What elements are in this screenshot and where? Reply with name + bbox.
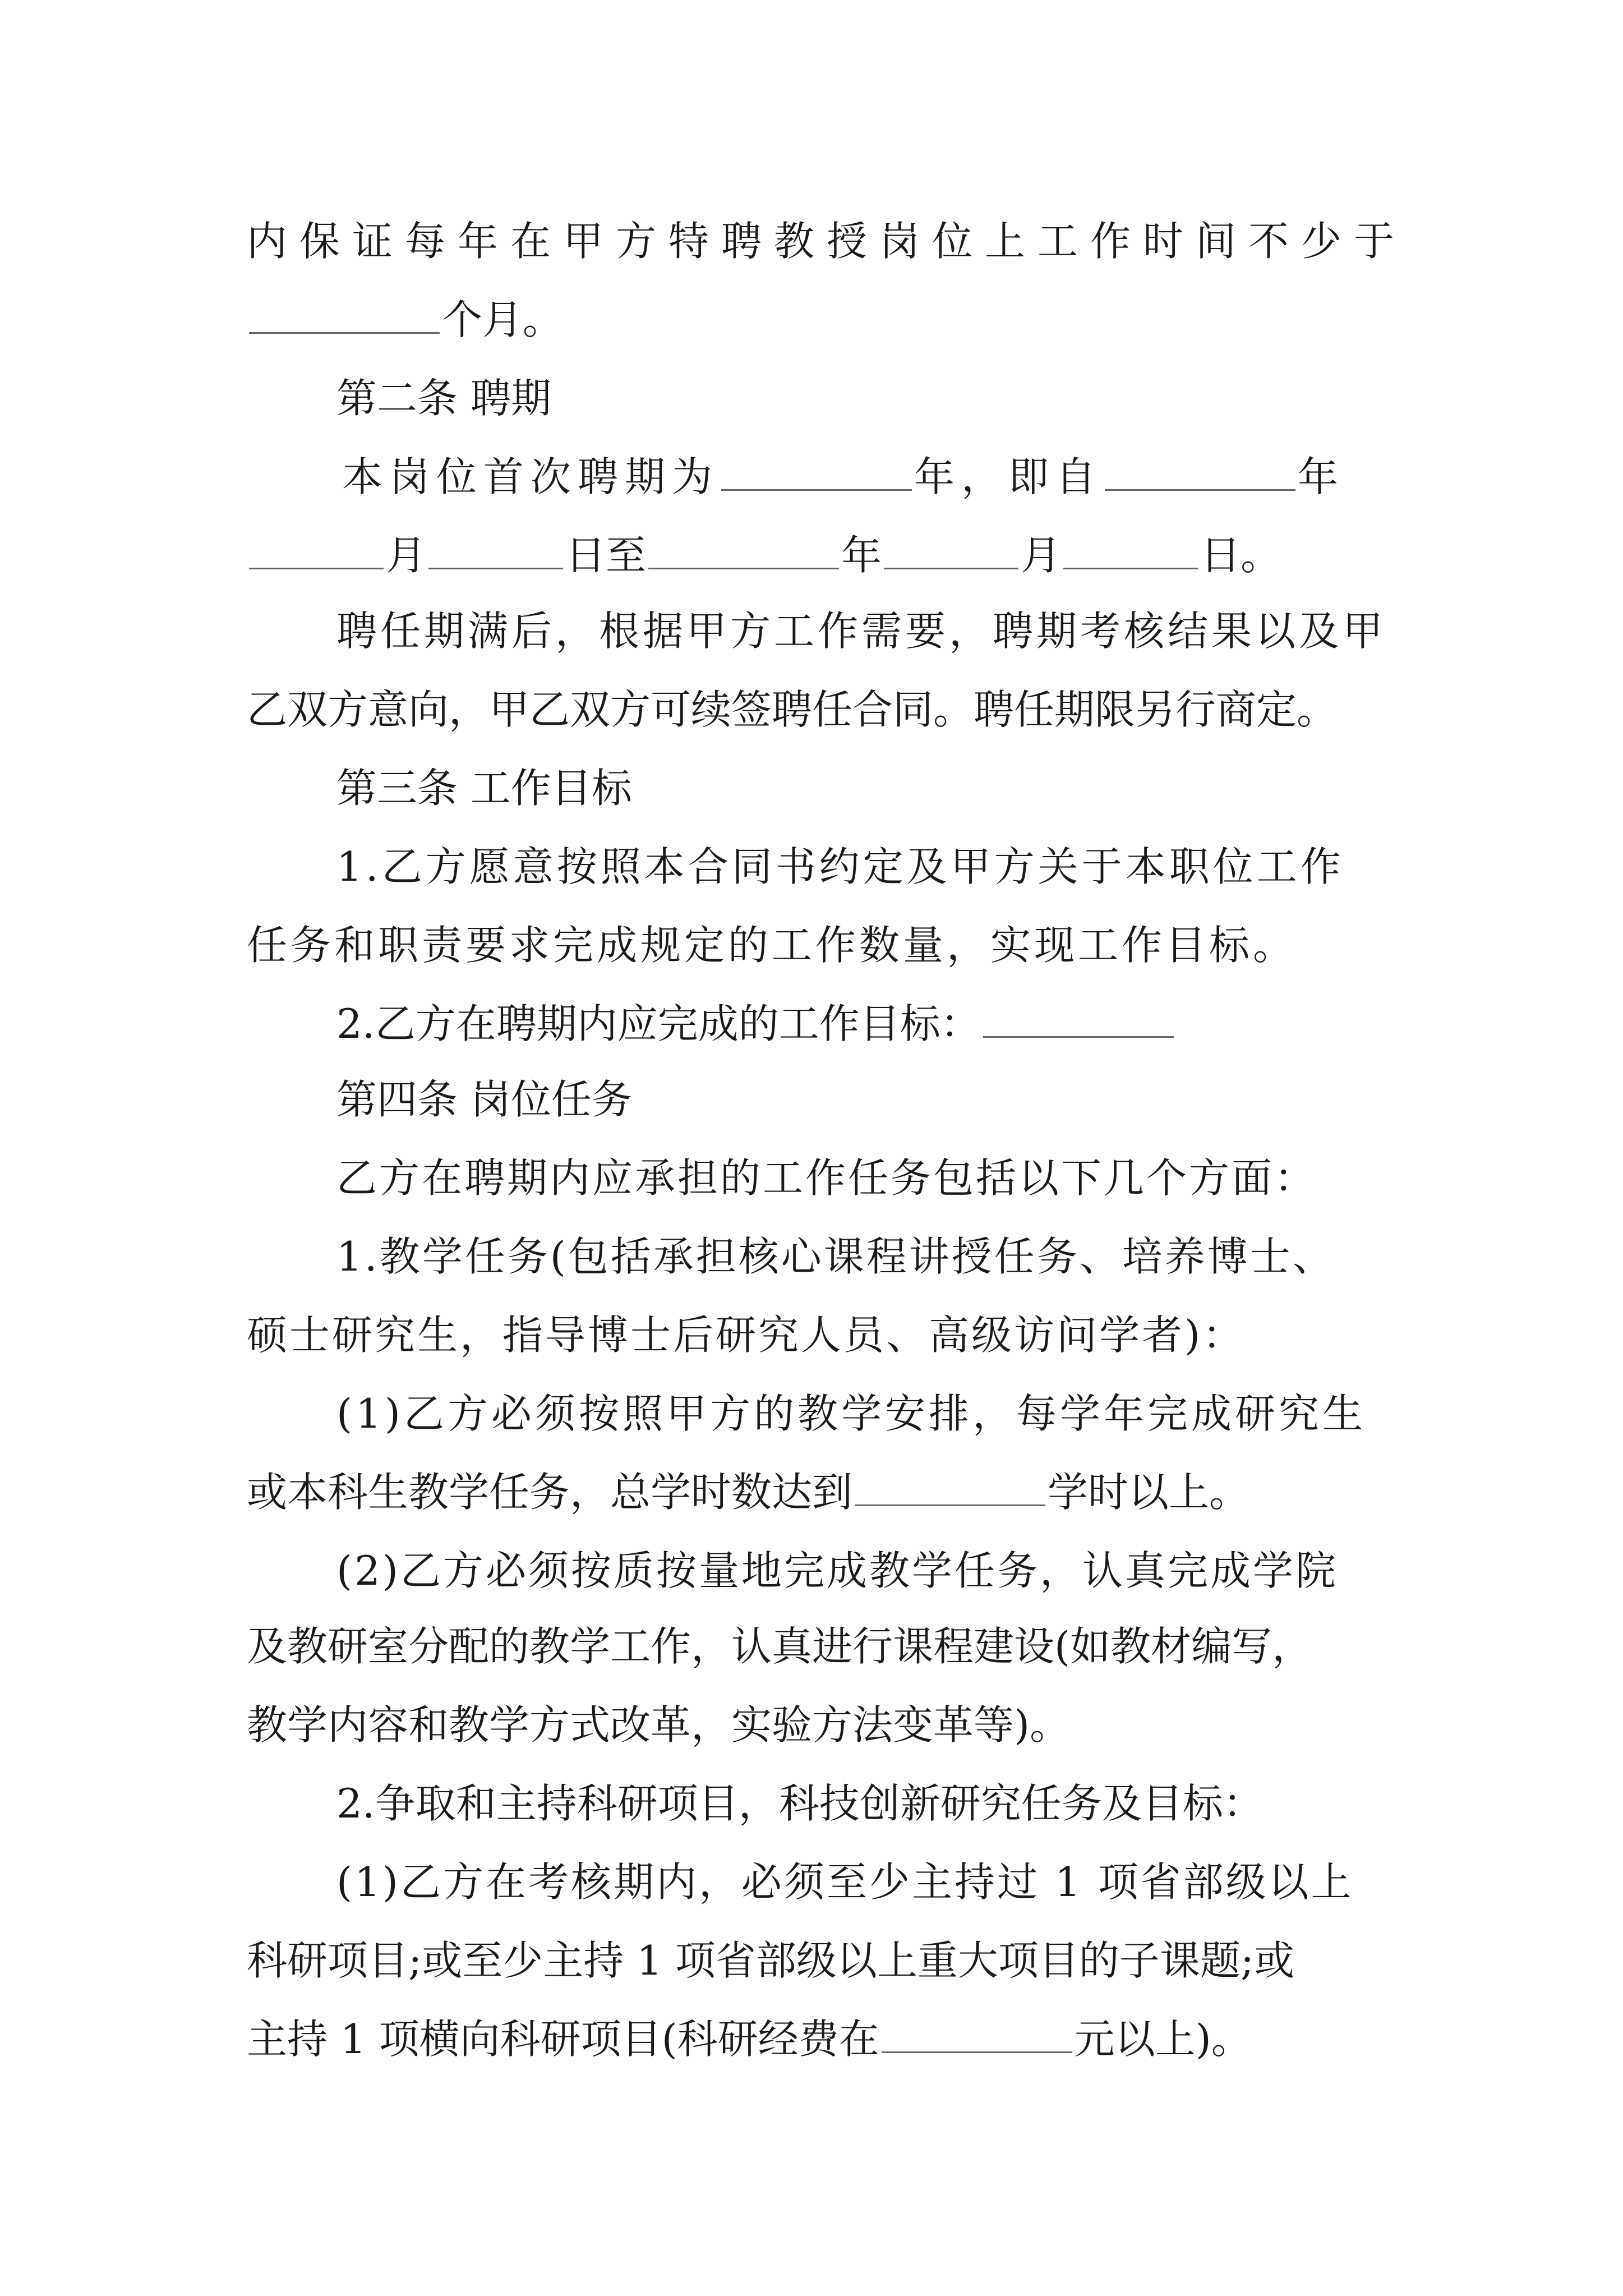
fill-in-blank — [249, 531, 384, 569]
section-heading: 第三条 工作目标 — [336, 765, 632, 812]
paragraph-line: 内保证每年在甲方特聘教授岗位上工作时间不少于 — [247, 218, 1407, 265]
paragraph-line: 月 日至 年 月 日。 — [247, 527, 1623, 583]
fill-in-blank — [855, 1468, 1045, 1506]
fill-in-blank — [721, 453, 912, 491]
fill-in-blank — [1063, 531, 1198, 569]
fill-in-blank — [1105, 453, 1295, 491]
fill-in-blank — [983, 1000, 1174, 1038]
paragraph-line: 个月。 — [247, 292, 1623, 348]
paragraph-line: 乙双方意向，甲乙双方可续签聘任合同。聘任期限另行商定。 — [247, 686, 1338, 733]
paragraph-line: 1.教学任务(包括承担核心课程讲授任务、培养博士、 — [336, 1233, 1335, 1280]
fill-in-blank — [249, 296, 440, 334]
paragraph-line: (1)乙方在考核期内，必须至少主持过 1 项省部级以上 — [336, 1858, 1354, 1906]
paragraph-line: 聘任期满后，根据甲方工作需要，聘期考核结果以及甲 — [336, 608, 1387, 655]
fill-in-blank — [428, 531, 563, 569]
fill-in-blank — [884, 531, 1018, 569]
paragraph-line: 任务和职责要求完成规定的工作数量，实现工作目标。 — [247, 922, 1297, 969]
paragraph-line: (2)乙方必须按质按量地完成教学任务，认真完成学院 — [336, 1547, 1338, 1594]
paragraph-line: 硕士研究生，指导博士后研究人员、高级访问学者)： — [247, 1312, 1246, 1359]
paragraph-line: 科研项目;或至少主持 1 项省部级以上重大项目的子课题;或 — [247, 1937, 1295, 1984]
paragraph-line: 乙方在聘期内应承担的工作任务包括以下几个方面： — [336, 1154, 1317, 1202]
paragraph-line: 教学内容和教学方式改革，实验方法变革等)。 — [247, 1701, 1071, 1749]
paragraph-line: 2.乙方在聘期内应完成的工作目标： — [336, 996, 1623, 1052]
paragraph-line: 主持 1 项横向科研项目(科研经费在 元以上)。 — [247, 2016, 1252, 2063]
paragraph-line: 及教研室分配的教学工作，认真进行课程建设(如教材编写， — [247, 1623, 1313, 1670]
fill-in-blank — [882, 2015, 1072, 2053]
paragraph-line: 或本科生教学任务，总学时数达到 学时以上。 — [247, 1469, 1250, 1516]
fill-in-blank — [648, 531, 839, 569]
paragraph-line: 2.争取和主持科研项目，科技创新研究任务及目标： — [336, 1780, 1264, 1827]
paragraph-line: 本岗位首次聘期为 年，即自 年 — [342, 453, 1345, 500]
section-heading: 第二条 聘期 — [336, 375, 551, 422]
paragraph-line: (1)乙方必须按照甲方的教学安排，每学年完成研究生 — [336, 1390, 1366, 1437]
paragraph-line: 1.乙方愿意按照本合同书约定及甲方关于本职位工作 — [336, 843, 1344, 890]
section-heading: 第四条 岗位任务 — [336, 1076, 632, 1123]
